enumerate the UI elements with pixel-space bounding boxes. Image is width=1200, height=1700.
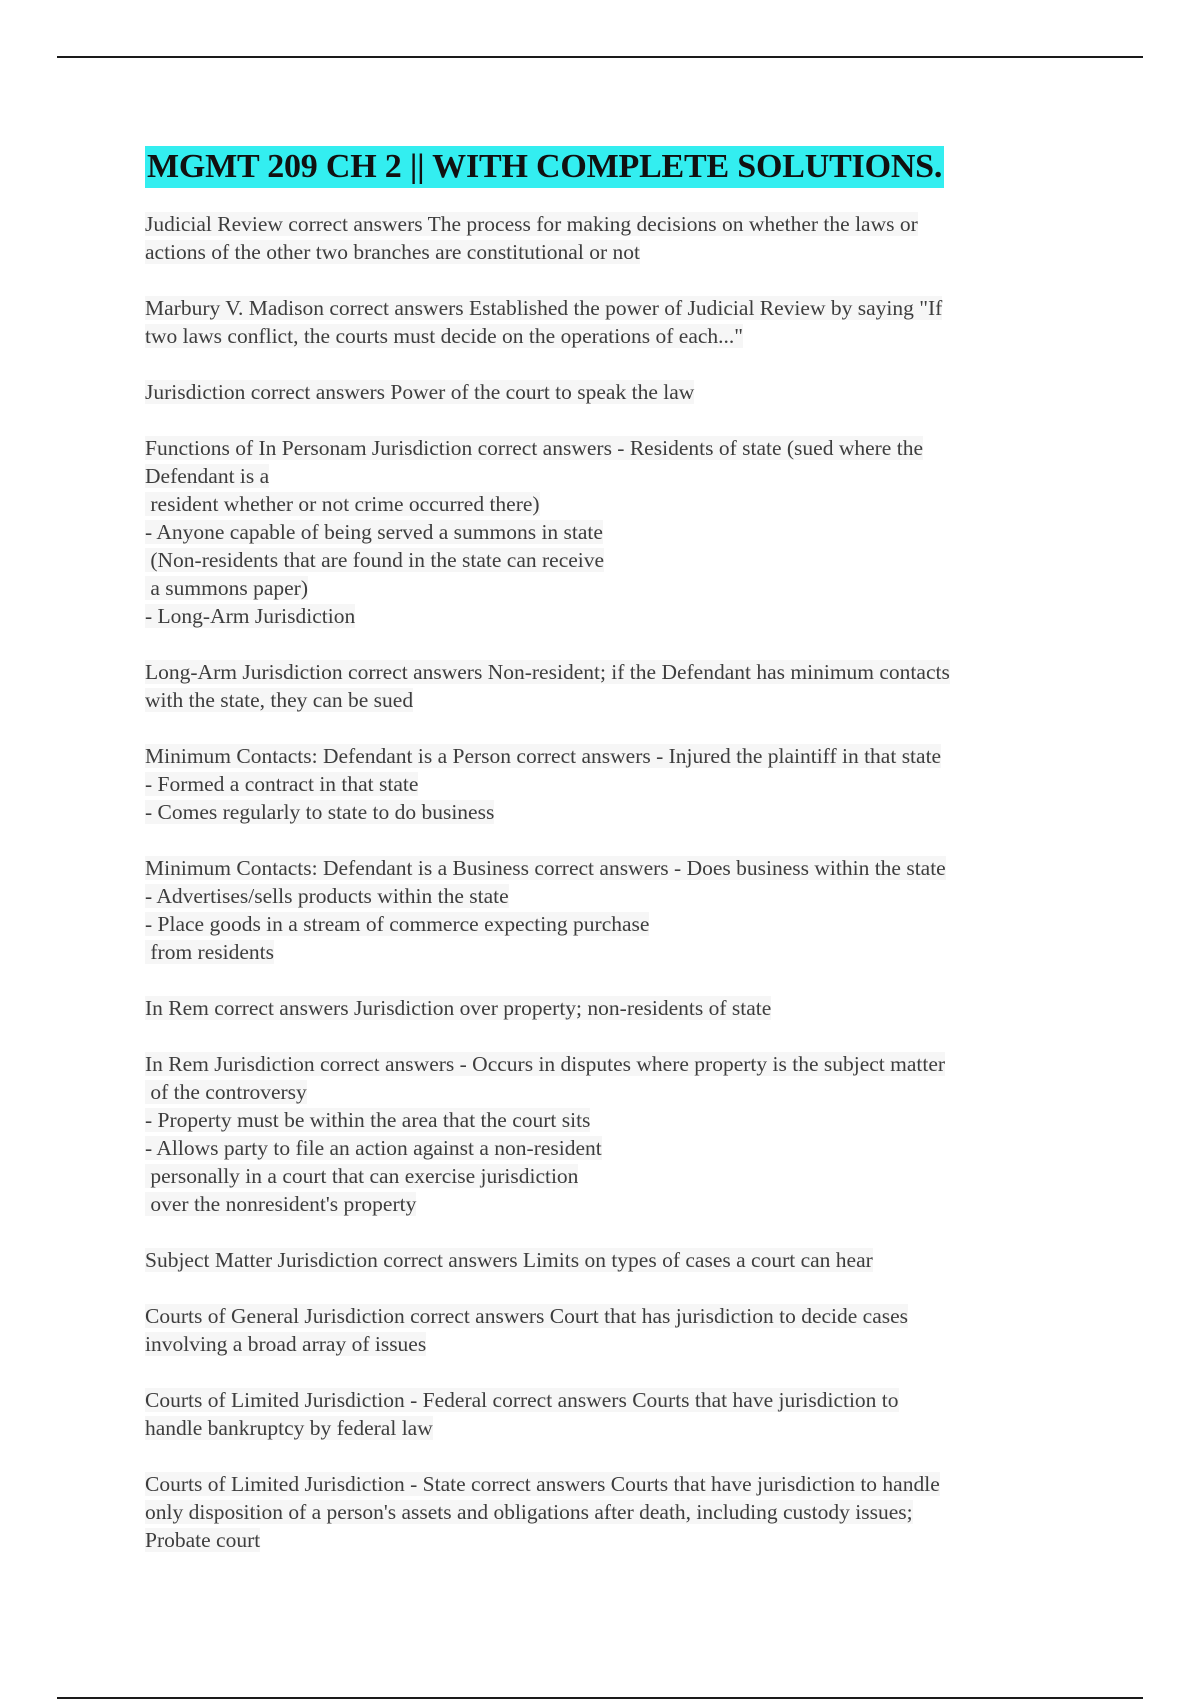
- qa-entry: [145, 210, 1065, 266]
- entry-line-text: actions of the other two branches are constitutional or not: [145, 240, 640, 264]
- entry-line: [145, 1134, 1065, 1162]
- entry-line: [145, 1190, 1065, 1218]
- entry-line-text: of the controversy: [145, 1080, 307, 1104]
- entry-line: [145, 1386, 1065, 1414]
- entry-line: [145, 1302, 1065, 1330]
- entry-line: [145, 518, 1065, 546]
- qa-entry: [145, 434, 1065, 630]
- entry-line: [145, 1162, 1065, 1190]
- entry-line-text: Minimum Contacts: Defendant is a Business correct answers - Does business within the state: [145, 856, 946, 880]
- qa-entry: [145, 1302, 1065, 1358]
- bottom-rule: [57, 1697, 1143, 1699]
- entry-line-text: Jurisdiction correct answers Power of the court to speak the law: [145, 380, 695, 404]
- document-body: [145, 146, 1065, 1582]
- entry-line-text: two laws conflict, the courts must decide on the operations of each...": [145, 324, 744, 348]
- entry-line: [145, 602, 1065, 630]
- entry-line: [145, 658, 1065, 686]
- qa-entry: [145, 1246, 1065, 1274]
- entry-line-text: - Property must be within the area that the court sits: [145, 1108, 591, 1132]
- entry-line: [145, 854, 1065, 882]
- entry-line-text: Marbury V. Madison correct answers Established the power of Judicial Review by saying "If: [145, 296, 943, 320]
- entry-line-text: personally in a court that can exercise jurisdiction: [145, 1164, 579, 1188]
- entry-line: [145, 1330, 1065, 1358]
- entry-line: [145, 770, 1065, 798]
- entry-line-text: Defendant is a: [145, 464, 270, 488]
- entry-line: [145, 210, 1065, 238]
- entry-line-text: over the nonresident's property: [145, 1192, 417, 1216]
- entry-line: [145, 1414, 1065, 1442]
- entry-line-text: In Rem Jurisdiction correct answers - Occurs in disputes where property is the subject matter: [145, 1052, 946, 1076]
- entry-line: [145, 1078, 1065, 1106]
- entry-line-text: Courts of Limited Jurisdiction - Federal correct answers Courts that have jurisdiction to: [145, 1388, 899, 1412]
- entry-line-text: handle bankruptcy by federal law: [145, 1416, 433, 1440]
- qa-entry: [145, 854, 1065, 966]
- entry-line-text: Subject Matter Jurisdiction correct answers Limits on types of cases a court can hear: [145, 1248, 873, 1272]
- entry-line: [145, 462, 1065, 490]
- entry-line: [145, 1050, 1065, 1078]
- qa-entry: [145, 1386, 1065, 1442]
- entry-line: [145, 1106, 1065, 1134]
- entry-line: [145, 294, 1065, 322]
- entry-line: [145, 238, 1065, 266]
- qa-entry: [145, 1050, 1065, 1218]
- entry-line: [145, 1526, 1065, 1554]
- document-title: MGMT 209 CH 2 || WITH COMPLETE SOLUTIONS.: [145, 146, 944, 188]
- entry-line: [145, 882, 1065, 910]
- entry-line-text: - Long-Arm Jurisdiction: [145, 604, 356, 628]
- entry-line: [145, 994, 1065, 1022]
- entry-line-text: - Advertises/sells products within the state: [145, 884, 509, 908]
- entry-line-text: a summons paper): [145, 576, 309, 600]
- entry-line: [145, 910, 1065, 938]
- entry-line: [145, 1498, 1065, 1526]
- qa-entry: [145, 994, 1065, 1022]
- qa-entry: [145, 294, 1065, 350]
- entry-line-text: resident whether or not crime occurred there): [145, 492, 540, 516]
- entry-line-text: - Anyone capable of being served a summons in state: [145, 520, 603, 544]
- entry-line: [145, 546, 1065, 574]
- entry-line-text: (Non-residents that are found in the state can receive: [145, 548, 605, 572]
- top-rule: [57, 56, 1143, 58]
- entry-line-text: Functions of In Personam Jurisdiction correct answers - Residents of state (sued where the: [145, 436, 923, 460]
- entry-list: [145, 210, 1065, 1554]
- entry-line-text: involving a broad array of issues: [145, 1332, 427, 1356]
- entry-line-text: Courts of Limited Jurisdiction - State correct answers Courts that have jurisdiction to handle: [145, 1472, 940, 1496]
- entry-line-text: Probate court: [145, 1528, 261, 1552]
- entry-line: [145, 742, 1065, 770]
- entry-line-text: - Allows party to file an action against a non-resident: [145, 1136, 602, 1160]
- entry-line: [145, 686, 1065, 714]
- entry-line: [145, 938, 1065, 966]
- entry-line: [145, 798, 1065, 826]
- entry-line-text: In Rem correct answers Jurisdiction over property; non-residents of state: [145, 996, 772, 1020]
- entry-line-text: - Comes regularly to state to do business: [145, 800, 495, 824]
- entry-line: [145, 322, 1065, 350]
- entry-line-text: from residents: [145, 940, 274, 964]
- entry-line-text: only disposition of a person's assets and obligations after death, including custody issues;: [145, 1500, 913, 1524]
- qa-entry: [145, 742, 1065, 826]
- entry-line-text: Minimum Contacts: Defendant is a Person correct answers - Injured the plaintiff in that state: [145, 744, 942, 768]
- qa-entry: [145, 378, 1065, 406]
- entry-line-text: with the state, they can be sued: [145, 688, 414, 712]
- entry-line: [145, 490, 1065, 518]
- qa-entry: [145, 658, 1065, 714]
- qa-entry: [145, 1470, 1065, 1554]
- entry-line: [145, 1246, 1065, 1274]
- entry-line: [145, 378, 1065, 406]
- entry-line-text: Courts of General Jurisdiction correct answers Court that has jurisdiction to decide cases: [145, 1304, 909, 1328]
- entry-line-text: - Formed a contract in that state: [145, 772, 419, 796]
- entry-line-text: Long-Arm Jurisdiction correct answers Non-resident; if the Defendant has minimum contacts: [145, 660, 950, 684]
- entry-line: [145, 1470, 1065, 1498]
- entry-line: [145, 574, 1065, 602]
- entry-line-text: - Place goods in a stream of commerce expecting purchase: [145, 912, 650, 936]
- entry-line-text: Judicial Review correct answers The process for making decisions on whether the laws or: [145, 212, 918, 236]
- entry-line: [145, 434, 1065, 462]
